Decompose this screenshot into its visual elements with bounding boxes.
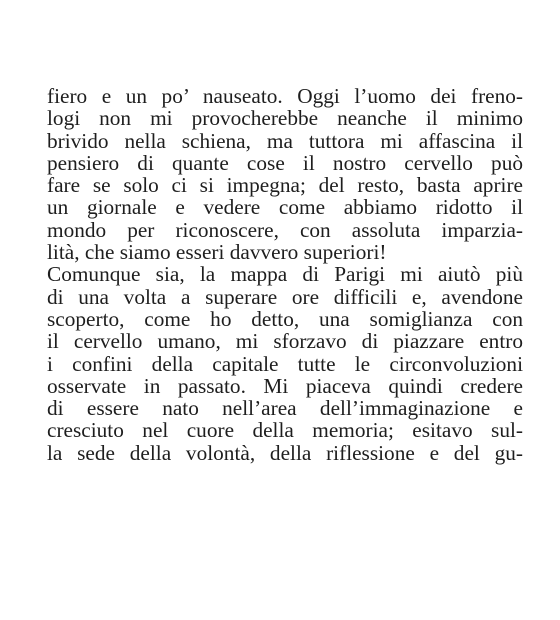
cropped-next-line <box>47 527 523 533</box>
text-line: mondo per riconoscere, con assoluta imparzia- <box>47 217 523 242</box>
text-line: il cervello umano, mi sforzavo di piazzare entro <box>47 329 523 354</box>
text-line: Comunque sia, la mappa di Parigi mi aiutò più <box>47 262 523 287</box>
text-line: di essere nato nell’area dell’immaginazione e <box>47 396 523 421</box>
text-line: brivido nella schiena, ma tuttora mi affascina il <box>47 128 523 153</box>
text-line: pensiero di quante cose il nostro cervello può <box>47 150 523 175</box>
text-line: lità, che siamo esseri davvero superiori! <box>47 240 387 265</box>
text-line: fiero e un po’ nauseato. Oggi l’uomo dei freno- <box>47 84 523 108</box>
text-line: la sede della volontà, della riflessione e del gu- <box>47 440 523 465</box>
text-line: cresciuto nel cuore della memoria; esitavo sul- <box>47 418 523 443</box>
text-line: fare se solo ci si impegna; del resto, basta aprire <box>47 173 523 198</box>
text-line: un giornale e vedere come abbiamo ridotto il <box>47 195 523 220</box>
text-line: i confini della capitale tutte le circonvoluzioni <box>47 351 523 376</box>
text-line: di una volta a superare ore difficili e, avendone <box>47 284 523 309</box>
body-text <box>47 85 523 464</box>
text-line: osservate in passato. Mi piaceva quindi credere <box>47 373 523 398</box>
text-line: logi non mi provocherebbe neanche il minimo <box>47 106 523 131</box>
text-line: scoperto, come ho detto, una somiglianza con <box>47 306 523 331</box>
